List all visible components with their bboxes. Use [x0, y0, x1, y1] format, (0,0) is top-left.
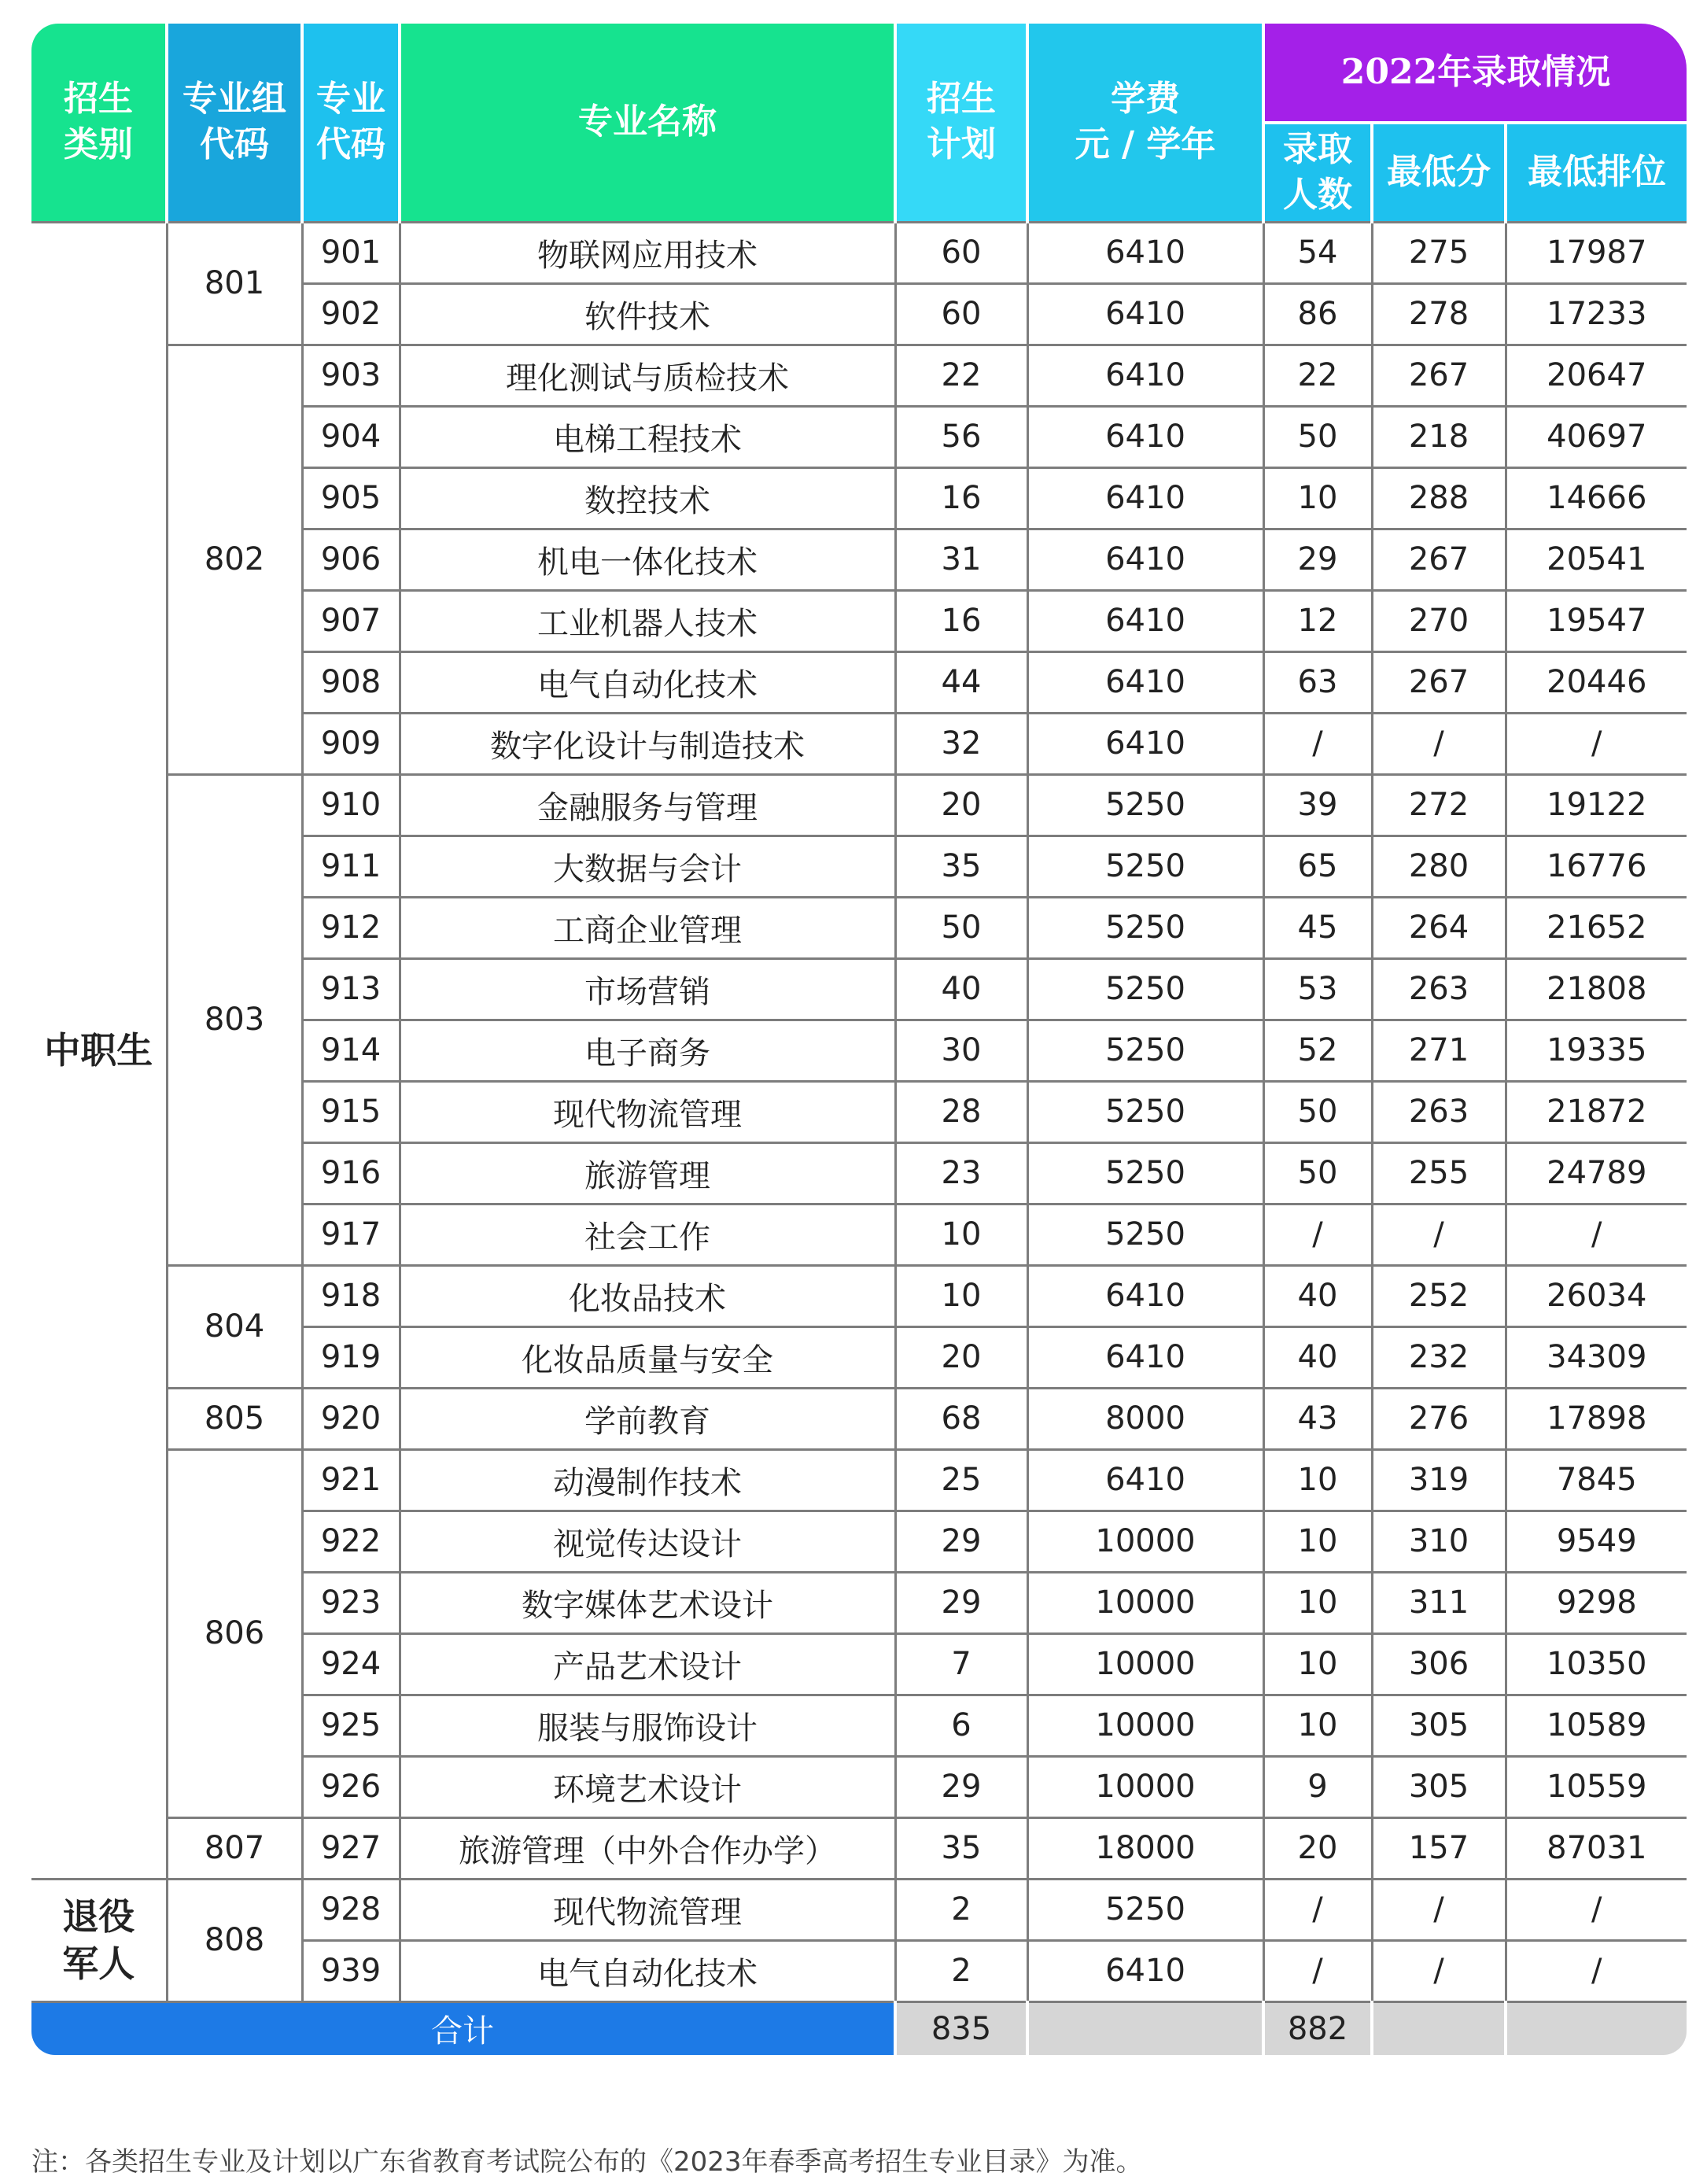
min-rank-cell: 17898 — [1506, 1388, 1687, 1449]
min-score-cell: 271 — [1372, 1020, 1506, 1081]
major-code-cell: 919 — [302, 1326, 400, 1388]
major-name-cell: 软件技术 — [400, 283, 895, 345]
min-score-cell: 311 — [1372, 1572, 1506, 1633]
min-score-cell: 252 — [1372, 1265, 1506, 1326]
admitted-cell: 10 — [1263, 1633, 1372, 1695]
plan-cell: 29 — [895, 1756, 1027, 1817]
total-fee-empty — [1027, 2001, 1263, 2055]
min-score-cell: 218 — [1372, 406, 1506, 467]
min-score-cell: 263 — [1372, 958, 1506, 1020]
min-rank-cell: / — [1506, 1879, 1687, 1940]
plan-cell: 32 — [895, 713, 1027, 774]
fee-cell: 10000 — [1027, 1633, 1263, 1695]
min-rank-cell: 21652 — [1506, 897, 1687, 958]
min-rank-cell: / — [1506, 1204, 1687, 1265]
admitted-cell: 86 — [1263, 283, 1372, 345]
admitted-cell: 65 — [1263, 836, 1372, 897]
group-code-cell: 803 — [167, 774, 302, 1265]
plan-cell: 60 — [895, 222, 1027, 283]
admitted-cell: 10 — [1263, 1695, 1372, 1756]
major-name-cell: 电梯工程技术 — [400, 406, 895, 467]
min-score-cell: 272 — [1372, 774, 1506, 836]
fee-cell: 5250 — [1027, 836, 1263, 897]
header-min-rank: 最低排位 — [1506, 123, 1687, 222]
major-code-cell: 928 — [302, 1879, 400, 1940]
fee-cell: 6410 — [1027, 529, 1263, 590]
plan-cell: 23 — [895, 1142, 1027, 1204]
min-rank-cell: 9298 — [1506, 1572, 1687, 1633]
admitted-cell: 43 — [1263, 1388, 1372, 1449]
plan-cell: 29 — [895, 1572, 1027, 1633]
min-score-cell: 267 — [1372, 529, 1506, 590]
fee-cell: 6410 — [1027, 406, 1263, 467]
major-name-cell: 视觉传达设计 — [400, 1511, 895, 1572]
plan-cell: 22 — [895, 345, 1027, 406]
plan-cell: 40 — [895, 958, 1027, 1020]
min-score-cell: 267 — [1372, 651, 1506, 713]
major-code-cell: 918 — [302, 1265, 400, 1326]
plan-cell: 35 — [895, 1817, 1027, 1879]
major-code-cell: 917 — [302, 1204, 400, 1265]
admitted-cell: 10 — [1263, 1511, 1372, 1572]
min-rank-cell: 20541 — [1506, 529, 1687, 590]
plan-cell: 10 — [895, 1265, 1027, 1326]
plan-cell: 7 — [895, 1633, 1027, 1695]
category-cell: 中职生 — [31, 222, 167, 1879]
group-code-cell: 804 — [167, 1265, 302, 1388]
min-rank-cell: 34309 — [1506, 1326, 1687, 1388]
fee-cell: 10000 — [1027, 1511, 1263, 1572]
min-rank-cell: 7845 — [1506, 1449, 1687, 1511]
major-code-cell: 927 — [302, 1817, 400, 1879]
table-row — [31, 345, 1687, 406]
min-rank-cell: 14666 — [1506, 467, 1687, 529]
header-major-code: 专业 代码 — [302, 24, 400, 222]
admitted-cell: 50 — [1263, 1081, 1372, 1142]
fee-cell: 5250 — [1027, 1142, 1263, 1204]
admitted-cell: 63 — [1263, 651, 1372, 713]
admitted-cell: 45 — [1263, 897, 1372, 958]
major-code-cell: 916 — [302, 1142, 400, 1204]
plan-cell: 56 — [895, 406, 1027, 467]
admitted-cell: 54 — [1263, 222, 1372, 283]
header-fee: 学费 元 / 学年 — [1027, 24, 1263, 222]
major-name-cell: 电气自动化技术 — [400, 651, 895, 713]
major-name-cell: 电子商务 — [400, 1020, 895, 1081]
table-row — [31, 222, 1687, 283]
major-code-cell: 904 — [302, 406, 400, 467]
min-score-cell: 305 — [1372, 1756, 1506, 1817]
min-rank-cell: / — [1506, 713, 1687, 774]
admitted-cell: 50 — [1263, 1142, 1372, 1204]
admitted-cell: 22 — [1263, 345, 1372, 406]
table-row — [31, 774, 1687, 836]
fee-cell: 5250 — [1027, 958, 1263, 1020]
major-code-cell: 924 — [302, 1633, 400, 1695]
min-rank-cell: 17987 — [1506, 222, 1687, 283]
min-score-cell: / — [1372, 713, 1506, 774]
plan-cell: 28 — [895, 1081, 1027, 1142]
fee-cell: 5250 — [1027, 774, 1263, 836]
major-name-cell: 服装与服饰设计 — [400, 1695, 895, 1756]
major-code-cell: 906 — [302, 529, 400, 590]
header-admitted: 录取 人数 — [1263, 123, 1372, 222]
fee-cell: 10000 — [1027, 1695, 1263, 1756]
plan-cell: 60 — [895, 283, 1027, 345]
major-name-cell: 工业机器人技术 — [400, 590, 895, 651]
table-row — [31, 1388, 1687, 1449]
fee-cell: 6410 — [1027, 222, 1263, 283]
major-name-cell: 化妆品质量与安全 — [400, 1326, 895, 1388]
min-score-cell: 278 — [1372, 283, 1506, 345]
major-code-cell: 914 — [302, 1020, 400, 1081]
plan-cell: 44 — [895, 651, 1027, 713]
total-min-score-empty — [1372, 2001, 1506, 2055]
major-code-cell: 911 — [302, 836, 400, 897]
min-score-cell: 264 — [1372, 897, 1506, 958]
fee-cell: 6410 — [1027, 713, 1263, 774]
fee-cell: 5250 — [1027, 1204, 1263, 1265]
header-plan: 招生 计划 — [895, 24, 1027, 222]
min-rank-cell: 17233 — [1506, 283, 1687, 345]
major-name-cell: 金融服务与管理 — [400, 774, 895, 836]
min-score-cell: 263 — [1372, 1081, 1506, 1142]
min-rank-cell: 20446 — [1506, 651, 1687, 713]
major-code-cell: 921 — [302, 1449, 400, 1511]
plan-cell: 16 — [895, 590, 1027, 651]
fee-cell: 8000 — [1027, 1388, 1263, 1449]
min-score-cell: 270 — [1372, 590, 1506, 651]
min-rank-cell: 20647 — [1506, 345, 1687, 406]
major-name-cell: 旅游管理 — [400, 1142, 895, 1204]
major-name-cell: 大数据与会计 — [400, 836, 895, 897]
min-rank-cell: 24789 — [1506, 1142, 1687, 1204]
plan-cell: 20 — [895, 774, 1027, 836]
min-rank-cell: 21808 — [1506, 958, 1687, 1020]
fee-cell: 6410 — [1027, 651, 1263, 713]
major-name-cell: 动漫制作技术 — [400, 1449, 895, 1511]
min-rank-cell: 10589 — [1506, 1695, 1687, 1756]
admitted-cell: 10 — [1263, 1572, 1372, 1633]
admitted-cell: 20 — [1263, 1817, 1372, 1879]
fee-cell: 6410 — [1027, 590, 1263, 651]
major-name-cell: 工商企业管理 — [400, 897, 895, 958]
min-rank-cell: 10559 — [1506, 1756, 1687, 1817]
admitted-cell: 12 — [1263, 590, 1372, 651]
major-name-cell: 化妆品技术 — [400, 1265, 895, 1326]
min-score-cell: / — [1372, 1879, 1506, 1940]
table-row — [31, 1817, 1687, 1879]
min-score-cell: 275 — [1372, 222, 1506, 283]
major-code-cell: 903 — [302, 345, 400, 406]
major-name-cell: 物联网应用技术 — [400, 222, 895, 283]
major-code-cell: 902 — [302, 283, 400, 345]
plan-cell: 16 — [895, 467, 1027, 529]
admitted-cell: 9 — [1263, 1756, 1372, 1817]
plan-cell: 50 — [895, 897, 1027, 958]
major-name-cell: 理化测试与质检技术 — [400, 345, 895, 406]
major-code-cell: 923 — [302, 1572, 400, 1633]
min-score-cell: 276 — [1372, 1388, 1506, 1449]
min-score-cell: 288 — [1372, 467, 1506, 529]
group-code-cell: 808 — [167, 1879, 302, 2001]
admitted-cell: 10 — [1263, 467, 1372, 529]
major-code-cell: 912 — [302, 897, 400, 958]
total-admitted: 882 — [1263, 2001, 1372, 2055]
total-row — [31, 2001, 1687, 2055]
min-rank-cell: 40697 — [1506, 406, 1687, 467]
plan-cell: 68 — [895, 1388, 1027, 1449]
table-row — [31, 1449, 1687, 1511]
major-code-cell: 907 — [302, 590, 400, 651]
admitted-cell: / — [1263, 1940, 1372, 2001]
major-name-cell: 产品艺术设计 — [400, 1633, 895, 1695]
min-rank-cell: 16776 — [1506, 836, 1687, 897]
fee-cell: 6410 — [1027, 467, 1263, 529]
min-score-cell: 232 — [1372, 1326, 1506, 1388]
major-name-cell: 环境艺术设计 — [400, 1756, 895, 1817]
min-rank-cell: 19547 — [1506, 590, 1687, 651]
min-rank-cell: 21872 — [1506, 1081, 1687, 1142]
admission-table — [31, 24, 1687, 2055]
fee-cell: 18000 — [1027, 1817, 1263, 1879]
fee-cell: 5250 — [1027, 1879, 1263, 1940]
fee-cell: 6410 — [1027, 345, 1263, 406]
min-rank-cell: 10350 — [1506, 1633, 1687, 1695]
fee-cell: 6410 — [1027, 1326, 1263, 1388]
footnote: 注：各类招生专业及计划以广东省教育考试院公布的《2023年春季高考招生专业目录》为准。 — [31, 2146, 1143, 2178]
fee-cell: 5250 — [1027, 1020, 1263, 1081]
admitted-cell: 53 — [1263, 958, 1372, 1020]
admitted-cell: 52 — [1263, 1020, 1372, 1081]
fee-cell: 10000 — [1027, 1756, 1263, 1817]
min-score-cell: 280 — [1372, 836, 1506, 897]
group-code-cell: 801 — [167, 222, 302, 345]
major-code-cell: 925 — [302, 1695, 400, 1756]
major-name-cell: 电气自动化技术 — [400, 1940, 895, 2001]
min-rank-cell: 19122 — [1506, 774, 1687, 836]
major-code-cell: 922 — [302, 1511, 400, 1572]
fee-cell: 5250 — [1027, 897, 1263, 958]
major-name-cell: 学前教育 — [400, 1388, 895, 1449]
admitted-cell: / — [1263, 713, 1372, 774]
min-score-cell: 319 — [1372, 1449, 1506, 1511]
category-cell: 退役 军人 — [31, 1879, 167, 2001]
fee-cell: 10000 — [1027, 1572, 1263, 1633]
header-group-code: 专业组 代码 — [167, 24, 302, 222]
plan-cell: 10 — [895, 1204, 1027, 1265]
major-code-cell: 909 — [302, 713, 400, 774]
min-score-cell: 305 — [1372, 1695, 1506, 1756]
min-rank-cell: 9549 — [1506, 1511, 1687, 1572]
header-admission-2022: 2022年录取情况 — [1263, 24, 1687, 123]
major-name-cell: 市场营销 — [400, 958, 895, 1020]
plan-cell: 31 — [895, 529, 1027, 590]
group-code-cell: 806 — [167, 1449, 302, 1817]
major-name-cell: 机电一体化技术 — [400, 529, 895, 590]
major-code-cell: 908 — [302, 651, 400, 713]
group-code-cell: 802 — [167, 345, 302, 774]
table-body — [31, 222, 1687, 2055]
major-code-cell: 920 — [302, 1388, 400, 1449]
min-score-cell: 306 — [1372, 1633, 1506, 1695]
min-score-cell: 157 — [1372, 1817, 1506, 1879]
major-code-cell: 939 — [302, 1940, 400, 2001]
fee-cell: 6410 — [1027, 1940, 1263, 2001]
fee-cell: 6410 — [1027, 283, 1263, 345]
table-row — [31, 1879, 1687, 1940]
major-code-cell: 915 — [302, 1081, 400, 1142]
total-plan: 835 — [895, 2001, 1027, 2055]
table-row — [31, 1265, 1687, 1326]
plan-cell: 35 — [895, 836, 1027, 897]
admitted-cell: 40 — [1263, 1265, 1372, 1326]
header-type: 招生 类别 — [31, 24, 167, 222]
major-name-cell: 数控技术 — [400, 467, 895, 529]
group-code-cell: 805 — [167, 1388, 302, 1449]
fee-cell: 6410 — [1027, 1449, 1263, 1511]
admitted-cell: 10 — [1263, 1449, 1372, 1511]
min-rank-cell: 87031 — [1506, 1817, 1687, 1879]
major-code-cell: 905 — [302, 467, 400, 529]
major-name-cell: 旅游管理（中外合作办学） — [400, 1817, 895, 1879]
group-code-cell: 807 — [167, 1817, 302, 1879]
admitted-cell: 40 — [1263, 1326, 1372, 1388]
major-code-cell: 926 — [302, 1756, 400, 1817]
plan-cell: 2 — [895, 1940, 1027, 2001]
min-rank-cell: / — [1506, 1940, 1687, 2001]
min-rank-cell: 26034 — [1506, 1265, 1687, 1326]
major-code-cell: 901 — [302, 222, 400, 283]
admitted-cell: 50 — [1263, 406, 1372, 467]
fee-cell: 5250 — [1027, 1081, 1263, 1142]
min-score-cell: / — [1372, 1940, 1506, 2001]
major-code-cell: 910 — [302, 774, 400, 836]
header-major-name: 专业名称 — [400, 24, 895, 222]
major-code-cell: 913 — [302, 958, 400, 1020]
total-min-rank-empty — [1506, 2001, 1687, 2055]
plan-cell: 30 — [895, 1020, 1027, 1081]
min-score-cell: 267 — [1372, 345, 1506, 406]
header-min-score: 最低分 — [1372, 123, 1506, 222]
min-score-cell: 310 — [1372, 1511, 1506, 1572]
admitted-cell: / — [1263, 1204, 1372, 1265]
min-score-cell: 255 — [1372, 1142, 1506, 1204]
fee-cell: 6410 — [1027, 1265, 1263, 1326]
plan-cell: 2 — [895, 1879, 1027, 1940]
admitted-cell: 39 — [1263, 774, 1372, 836]
major-name-cell: 现代物流管理 — [400, 1879, 895, 1940]
total-label: 合计 — [31, 2001, 895, 2055]
major-name-cell: 数字媒体艺术设计 — [400, 1572, 895, 1633]
plan-cell: 6 — [895, 1695, 1027, 1756]
admitted-cell: / — [1263, 1879, 1372, 1940]
admitted-cell: 29 — [1263, 529, 1372, 590]
plan-cell: 20 — [895, 1326, 1027, 1388]
major-name-cell: 社会工作 — [400, 1204, 895, 1265]
min-score-cell: / — [1372, 1204, 1506, 1265]
major-name-cell: 数字化设计与制造技术 — [400, 713, 895, 774]
plan-cell: 29 — [895, 1511, 1027, 1572]
major-name-cell: 现代物流管理 — [400, 1081, 895, 1142]
plan-cell: 25 — [895, 1449, 1027, 1511]
min-rank-cell: 19335 — [1506, 1020, 1687, 1081]
